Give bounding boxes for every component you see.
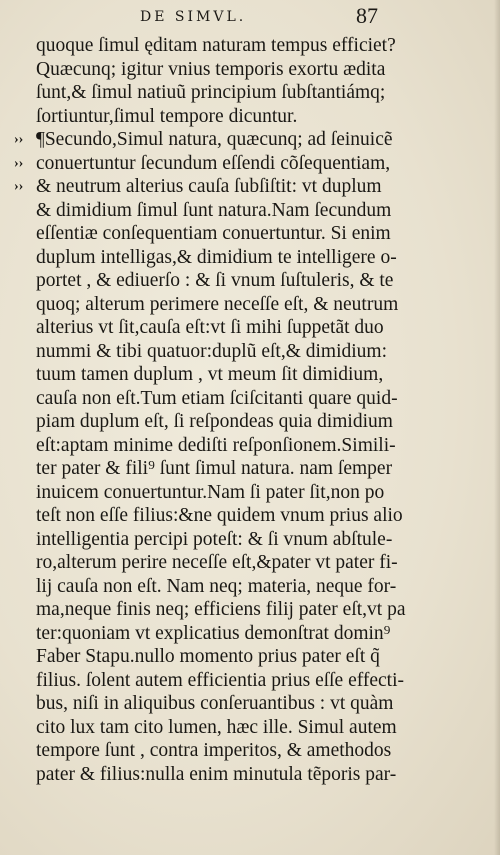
text-line xyxy=(0,363,500,387)
line-text: bus, niſi in aliquibus conſeruantibus : vt quàm xyxy=(36,693,394,714)
text-line xyxy=(0,105,500,129)
line-text: nummi & tibi quatuor:duplũ eſt,& dimidium: xyxy=(36,340,387,362)
text-line xyxy=(0,316,500,340)
margin-quote-marker: ›› xyxy=(14,132,24,147)
text-line xyxy=(0,410,500,434)
line-text: ter pater & fili⁹ ſunt ſimul natura. nam ſemper xyxy=(36,458,393,479)
line-text: & dimidium ſimul ſunt natura.Nam ſecundum xyxy=(36,199,392,221)
text-line xyxy=(0,269,500,293)
line-text: eſt:aptam minime dediſti reſponſionem.Simili- xyxy=(36,434,396,456)
text-line xyxy=(0,645,500,669)
text-line xyxy=(0,504,500,528)
text-line xyxy=(0,457,500,481)
line-text: duplum intelligas,& dimidium te intelligere o- xyxy=(36,246,397,268)
text-line xyxy=(0,434,500,458)
line-text: portet , & ediuerſo : & ſi vnum ſuſtuleris, & te xyxy=(36,270,394,291)
margin-quote-marker: ›› xyxy=(14,179,24,194)
line-text: cito lux tam cito lumen, hæc ille. Simul autem xyxy=(36,716,397,738)
text-line xyxy=(0,58,500,82)
line-text: ſunt,& ſimul natiuũ principium ſubſtantiámq; xyxy=(36,82,386,103)
line-text: intelligentia percipi poteſt: & ſi vnum abſtule- xyxy=(36,528,393,550)
text-line xyxy=(0,152,500,176)
line-text: eſſentiæ conſequentiam conuertuntur. Si enim xyxy=(36,223,391,244)
margin-quote-marker: ›› xyxy=(14,155,24,171)
line-text: quoq; alterum perimere neceſſe eſt, & neutrum xyxy=(36,293,399,315)
line-text: tuum tamen duplum , vt meum ſit dimidium, xyxy=(36,364,384,385)
running-head: DE SIMVL. xyxy=(140,9,247,25)
line-text: & neutrum alterius cauſa ſubſiſtit: vt duplum xyxy=(36,176,382,197)
line-text: lij cauſa non eſt. Nam neq; materia, neque for- xyxy=(36,575,397,597)
text-line xyxy=(0,175,500,199)
text-line xyxy=(0,763,500,787)
line-text: ¶Secundo,Simul natura, quæcunq; ad ſeinuicẽ xyxy=(36,129,393,150)
text-line xyxy=(0,34,500,58)
line-text: ſortiuntur,ſimul tempore dicuntur. xyxy=(36,105,298,127)
line-text: ma,neque finis neq; efficiens filij pater eſt,vt pa xyxy=(36,599,406,620)
text-line xyxy=(0,669,500,693)
line-text: tempore ſunt , contra imperitos, & amethodos xyxy=(36,740,392,761)
text-line xyxy=(0,551,500,575)
text-line xyxy=(0,199,500,223)
text-line xyxy=(0,739,500,763)
body-text xyxy=(0,34,500,786)
line-text: teſt non eſſe filius:&ne quidem vnum prius alio xyxy=(36,505,403,526)
text-line xyxy=(0,481,500,505)
line-text: filius. ſolent autem efficientia prius eſſe effecti- xyxy=(36,669,405,691)
line-text: Faber Stapu.nullo momento prius pater eſt q̃ xyxy=(36,646,380,667)
line-text: cauſa non eſt.Tum etiam ſciſcitanti quare quid- xyxy=(36,387,398,409)
line-text: inuicem conuertuntur.Nam ſi pater ſit,non po xyxy=(36,481,385,503)
line-text: ro,alterum perire neceſſe eſt,&pater vt pater fi- xyxy=(36,552,398,573)
text-line xyxy=(0,128,500,152)
line-text: Quæcunq; igitur vnius temporis exortu ædita xyxy=(36,58,386,80)
text-line xyxy=(0,222,500,246)
line-text: alterius vt ſit,cauſa eſt:vt ſi mihi ſuppetãt duo xyxy=(36,317,384,338)
text-line xyxy=(0,340,500,364)
line-text: ter:quoniam vt explicatius demonſtrat domin⁹ xyxy=(36,622,391,644)
text-line xyxy=(0,622,500,646)
page-number: 87 xyxy=(356,3,378,28)
text-line xyxy=(0,246,500,270)
text-line xyxy=(0,387,500,411)
line-text: conuertuntur ſecundum eſſendi cõſequentiam, xyxy=(36,152,391,174)
text-line xyxy=(0,716,500,740)
text-line xyxy=(0,293,500,317)
text-line xyxy=(0,598,500,622)
line-text: quoque ſimul ęditam naturam tempus efficiet? xyxy=(36,35,396,56)
text-line xyxy=(0,575,500,599)
text-line xyxy=(0,81,500,105)
text-line xyxy=(0,692,500,716)
page-header xyxy=(140,3,410,31)
line-text: piam duplum eſt, ſi reſpondeas quia dimidium xyxy=(36,411,393,432)
line-text: pater & filius:nulla enim minutula tẽporis par- xyxy=(36,763,397,785)
text-line xyxy=(0,528,500,552)
